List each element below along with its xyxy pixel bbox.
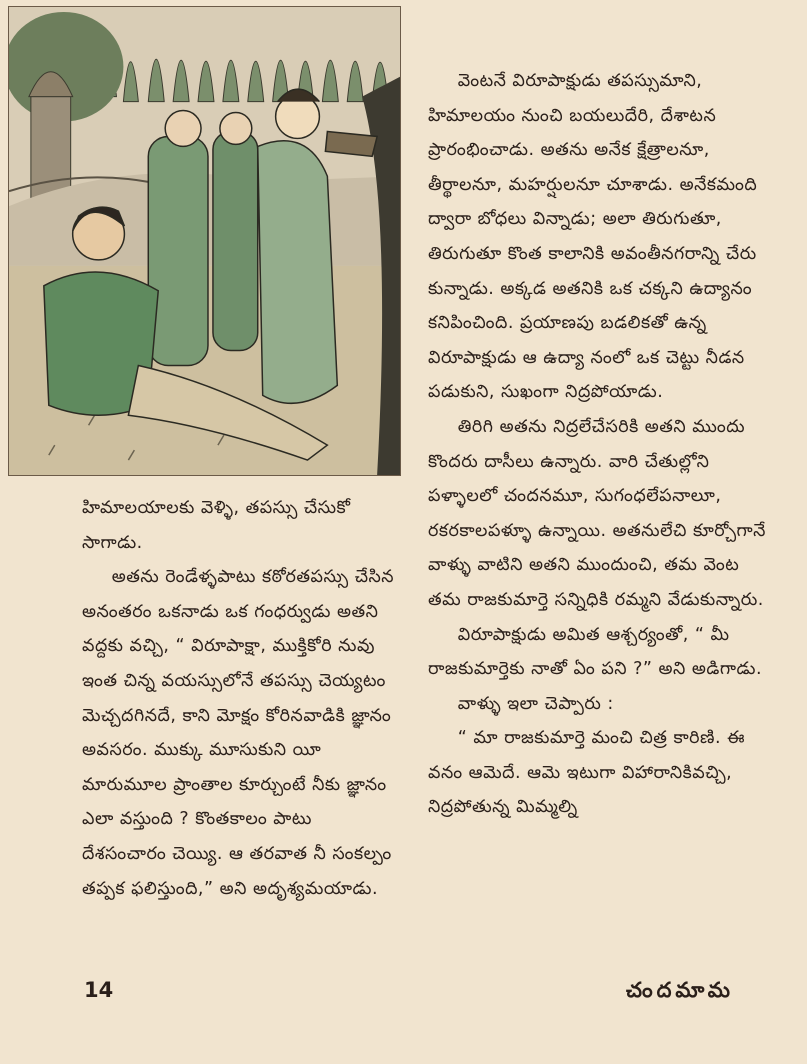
paragraph: వెంటనే విరూపాక్షుడు తపస్సుమాని, హిమాలయం నుంచి బయలుదేరి, దేశాటన ప్రారంభించాడు. అతను అనేక క్షేత్రాలనూ, తీర్థాలనూ, మహర్షులనూ చూశాడు. అనేకమంది ద్వారా బోధలు విన్నాడు; అలా తిరుగుతూ, తిరుగుతూ కొంత కాలానికి అవంతీనగరాన్ని చేరు కున్నాడు. అక్కడ అతనికి ఒక చక్కని ఉద్యానం కనిపించింది. ప్రయాణపు బడలికతో ఉన్న విరూపాక్షుడు ఆ ఉద్యా నంలో ఒక చెట్టు నీడన పడుకుని, సుఖంగా నిద్రపోయాడు. — [428, 71, 764, 403]
paragraph: తిరిగి అతను నిద్రలేచేసరికి అతని ముందు కొందరు దాసీలు ఉన్నారు. వారి చేతుల్లోని పళ్ళాలలో చందనమూ, సుగంధలేపనాలూ, రకరకాలపళ్ళూ ఉన్నాయి. అతనులేచి కూర్చోగానే వాళ్ళు వాటిని అతని ముందుంచి, తమ వెంట తమ రాజకుమార్తె సన్నిధికి రమ్మని వేడుకున్నారు. — [428, 416, 773, 610]
paragraph: హిమాలయాలకు వెళ్ళి, తపస్సు చేసుకో సాగాడు. — [82, 498, 357, 553]
right-text-column — [428, 64, 772, 825]
paragraph: “ మా రాజకుమార్తె మంచి చిత్ర కారిణి. ఈ వనం ఆమెదే. ఆమె ఇటుగా విహారానికివచ్చి, నిద్రపోతున్న మిమ్మల్ని — [428, 728, 752, 818]
paragraph: వాళ్ళు ఇలా చెప్పారు : — [457, 693, 614, 714]
story-illustration — [8, 6, 401, 476]
magazine-name: చందమామ — [626, 978, 734, 1002]
page-number: 14 — [84, 978, 114, 1002]
illustration-artwork — [9, 7, 400, 475]
paragraph: విరూపాక్షుడు అమిత ఆశ్చర్యంతో, “ మీ రాజకుమార్తెకు నాతో ఏం పని ?” అని అడిగాడు. — [428, 624, 763, 680]
left-text-column — [82, 491, 402, 906]
paragraph: అతను రెండేళ్ళపాటు కఠోరతపస్సు చేసిన అనంతరం ఒకనాడు ఒక గంధర్వుడు అతని వద్దకు వచ్చి, “ విరూపాక్షా, ముక్తికోరి నువు ఇంత చిన్న వయస్సులోనే తపస్సు చెయ్యటం మెచ్చదగినదే, కాని మోక్షం కోరినవాడికి జ్ఞానం అవసరం. ముక్కు మూసుకుని యీ మారుమూల ప్రాంతాల కూర్చుంటే నీకు జ్ఞానం ఎలా వస్తుంది ? కొంతకాలం పాటు దేశసంచారం చెయ్యి. ఆ తరవాత నీ సంకల్పం తప్పక ఫలిస్తుంది,” అని అదృశ్యమయాడు. — [82, 567, 401, 899]
